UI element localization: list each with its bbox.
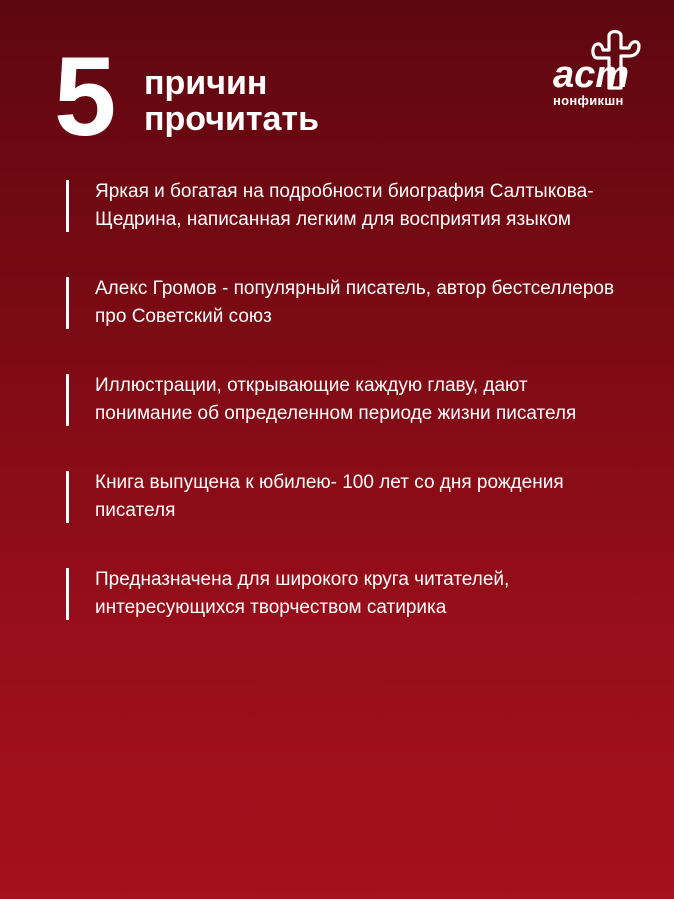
reason-text: Предназначена для широкого круга читателей, интересующихся творчеством сатирика (95, 569, 510, 618)
publisher-logo (553, 28, 653, 118)
accent-bar (66, 568, 69, 620)
accent-bar (66, 180, 69, 232)
reason-text: Иллюстрации, открывающие каждую главу, дают понимание об определенном периоде жизни писателя (95, 375, 577, 424)
list-item (66, 469, 626, 525)
logo-subtitle: нонфикшн (553, 93, 624, 108)
list-item (66, 178, 626, 234)
reason-text: Алекс Громов - популярный писатель, автор бестселлеров про Советский союз (95, 278, 615, 327)
reason-text: Яркая и богатая на подробности биография Салтыкова-Щедрина, написанная легким для восприятия языком (95, 181, 594, 230)
reasons-list (66, 178, 626, 663)
list-item (66, 275, 626, 331)
list-item (66, 372, 626, 428)
reasons-count: 5 (54, 34, 115, 159)
accent-bar (66, 277, 69, 329)
page-title (144, 65, 319, 137)
title-line-1: причин (144, 64, 268, 102)
list-item (66, 566, 626, 622)
logo-brand: аст (553, 54, 630, 96)
title-line-2: прочитать (144, 100, 319, 138)
accent-bar (66, 374, 69, 426)
accent-bar (66, 471, 69, 523)
reason-text: Книга выпущена к юбилею- 100 лет со дня рождения писателя (95, 472, 564, 521)
